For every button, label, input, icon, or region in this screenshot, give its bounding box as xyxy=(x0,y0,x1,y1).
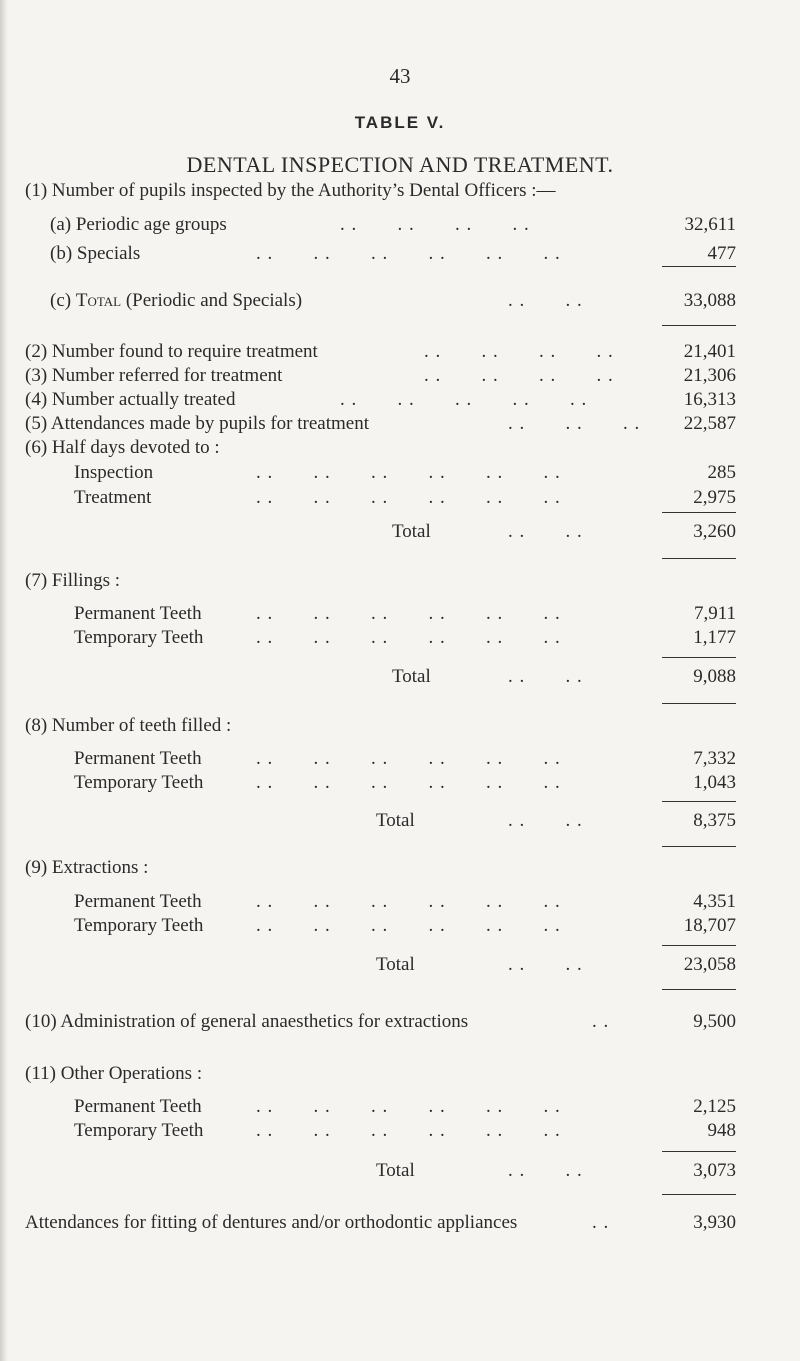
leader-dots: . . . . . . . . . . . . xyxy=(256,1120,561,1141)
subtotal-rule xyxy=(662,657,736,658)
leader-dots: . . . . . . . . . . . . xyxy=(256,1096,561,1117)
item-1c-label: (c) Total (Periodic and Specials) xyxy=(50,290,303,311)
leader-dots: . . . . . . . . xyxy=(424,365,614,386)
item-7-temporary-label: Temporary Teeth xyxy=(74,627,204,648)
item-1c-value: 33,088 xyxy=(683,290,736,311)
item-9-permanent-label: Permanent Teeth xyxy=(74,891,202,912)
item-8-temporary-value: 1,043 xyxy=(693,772,736,793)
item-11-temporary-value: 948 xyxy=(707,1120,736,1141)
leader-dots: . . . . . . . . xyxy=(424,341,614,362)
leader-dots: . . . . . . . . . . . . xyxy=(256,243,561,264)
page-heading: DENTAL INSPECTION AND TREATMENT. xyxy=(186,152,614,177)
leader-dots: . . . . . . . . . . . . xyxy=(256,627,561,648)
leader-dots: . . . . . . . . . . . . xyxy=(256,915,561,936)
item-9-label: (9) Extractions : xyxy=(25,857,149,878)
total-rule xyxy=(662,558,736,559)
total-rule xyxy=(662,989,736,990)
item-11-total-label: Total xyxy=(376,1160,415,1181)
subtotal-rule xyxy=(662,801,736,802)
item-7-total-value: 9,088 xyxy=(693,666,736,687)
page-binding-edge xyxy=(0,0,8,1361)
leader-dots: . . xyxy=(592,1011,610,1032)
item-8-total-value: 8,375 xyxy=(693,810,736,831)
table-title: TABLE V. xyxy=(354,113,446,132)
leader-dots: . . . . xyxy=(508,1160,583,1181)
item-9-temporary-label: Temporary Teeth xyxy=(74,915,204,936)
subtotal-rule xyxy=(662,266,736,267)
item-11-permanent-value: 2,125 xyxy=(693,1096,736,1117)
item-11-label: (11) Other Operations : xyxy=(25,1063,203,1084)
item-9-temporary-value: 18,707 xyxy=(683,915,736,936)
leader-dots: . . . . . . . . . . . . xyxy=(256,487,561,508)
item-5-label: (5) Attendances made by pupils for treatment xyxy=(25,413,370,434)
leader-dots: . . . . . . . . . . xyxy=(340,389,588,410)
dentures-label: Attendances for fitting of dentures and/or orthodontic appliances xyxy=(25,1212,518,1233)
item-7-total-label: Total xyxy=(392,666,431,687)
leader-dots: . . . . . . xyxy=(508,413,641,434)
item-8-label: (8) Number of teeth filled : xyxy=(25,715,232,736)
leader-dots: . . . . . . . . . . . . xyxy=(256,772,561,793)
item-2-value: 21,401 xyxy=(683,341,736,362)
item-9-permanent-value: 4,351 xyxy=(693,891,736,912)
leader-dots: . . . . . . . . . . . . xyxy=(256,891,561,912)
item-11-permanent-label: Permanent Teeth xyxy=(74,1096,202,1117)
item-6-inspection-label: Inspection xyxy=(74,462,154,483)
item-1-label: (1) Number of pupils inspected by the Authority’s Dental Officers :— xyxy=(25,180,556,201)
subtotal-rule xyxy=(662,512,736,513)
item-6-inspection-value: 285 xyxy=(707,462,736,483)
item-8-permanent-value: 7,332 xyxy=(693,748,736,769)
item-7-permanent-label: Permanent Teeth xyxy=(74,603,202,624)
subtotal-rule xyxy=(662,325,736,326)
item-7-permanent-value: 7,911 xyxy=(693,603,736,624)
item-4-value: 16,313 xyxy=(683,389,736,410)
item-1b-value: 477 xyxy=(707,243,736,264)
leader-dots: . . . . xyxy=(508,666,583,687)
item-11-total-value: 3,073 xyxy=(693,1160,736,1181)
total-rule xyxy=(662,846,736,847)
page-number: 43 xyxy=(389,64,411,88)
item-6-total-label: Total xyxy=(392,521,431,542)
item-8-total-label: Total xyxy=(376,810,415,831)
item-10-label: (10) Administration of general anaesthetics for extractions xyxy=(25,1011,469,1032)
item-3-value: 21,306 xyxy=(683,365,736,386)
item-2-label: (2) Number found to require treatment xyxy=(25,341,318,362)
item-6-label: (6) Half days devoted to : xyxy=(25,437,220,458)
leader-dots: . . . . . . . . . . . . xyxy=(256,748,561,769)
total-rule xyxy=(662,1194,736,1195)
item-11-temporary-label: Temporary Teeth xyxy=(74,1120,204,1141)
leader-dots: . . . . xyxy=(508,290,583,311)
leader-dots: . . . . xyxy=(508,954,583,975)
item-1a-label: (a) Periodic age groups xyxy=(50,214,227,235)
subtotal-rule xyxy=(662,1151,736,1152)
item-6-total-value: 3,260 xyxy=(693,521,736,542)
leader-dots: . . xyxy=(592,1212,610,1233)
item-7-temporary-value: 1,177 xyxy=(693,627,736,648)
item-3-label: (3) Number referred for treatment xyxy=(25,365,283,386)
item-6-treatment-value: 2,975 xyxy=(693,487,736,508)
item-1b-label: (b) Specials xyxy=(50,243,141,264)
item-4-label: (4) Number actually treated xyxy=(25,389,236,410)
item-1a-value: 32,611 xyxy=(684,214,736,235)
item-10-value: 9,500 xyxy=(693,1011,736,1032)
leader-dots: . . . . xyxy=(508,810,583,831)
item-5-value: 22,587 xyxy=(683,413,736,434)
item-9-total-label: Total xyxy=(376,954,415,975)
total-rule xyxy=(662,703,736,704)
leader-dots: . . . . . . . . . . . . xyxy=(256,603,561,624)
dentures-value: 3,930 xyxy=(693,1212,736,1233)
item-6-treatment-label: Treatment xyxy=(74,487,152,508)
item-9-total-value: 23,058 xyxy=(683,954,736,975)
leader-dots: . . . . . . . . xyxy=(340,214,530,235)
item-7-label: (7) Fillings : xyxy=(25,570,121,591)
item-8-temporary-label: Temporary Teeth xyxy=(74,772,204,793)
leader-dots: . . . . . . . . . . . . xyxy=(256,462,561,483)
subtotal-rule xyxy=(662,945,736,946)
leader-dots: . . . . xyxy=(508,521,583,542)
item-8-permanent-label: Permanent Teeth xyxy=(74,748,202,769)
